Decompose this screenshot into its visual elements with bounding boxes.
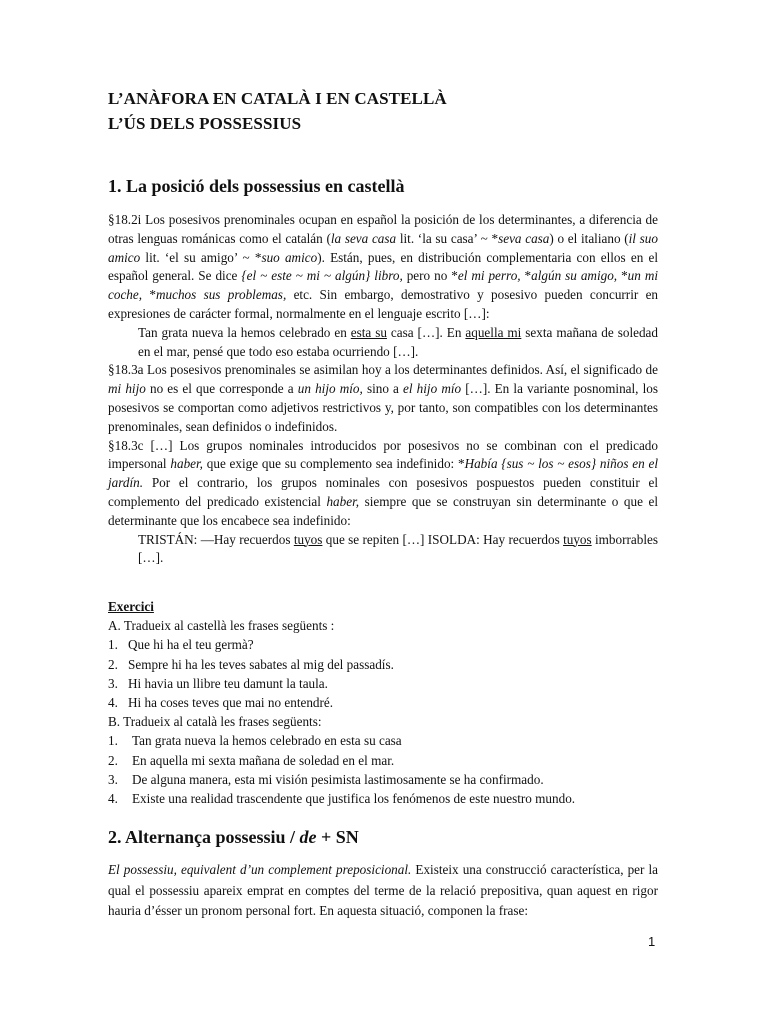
part-a-list [108, 635, 658, 712]
quote-tan-grata: Tan grata nueva la hemos celebrado en esta su casa […]. En aquella mi sexta mañana de soledad en el mar, pensé que todo eso estaba ocurriendo […]. [138, 324, 658, 359]
list-item: 1. Tan grata nueva la hemos celebrado en esta su casa [108, 733, 402, 749]
paragraph-18-2i: §18.2i Los posesivos prenominales ocupan en español la posición de los determinantes, a diferencia de otras lenguas románicas como el catalán (la seva casa lit. ‘la su casa’ ~ *seva casa) o el italiano (il suo amico lit. ‘el su amigo’ ~ *suo amico). Están, pues, en distribución complementaria con ellos en el español general. Se dice {el ~ este ~ mi ~ algún} libro, pero no *el mi perro, *algún su amigo, *un mi coche, *muchos sus problemas, etc. Sin embargo, demostrativo y posesivo pueden concurrir en expresiones de carácter formal, normalmente en el lenguaje escrito […]: [108, 212, 659, 321]
document-title [108, 86, 447, 136]
section-1-heading: 1. La posició dels possessius en castellà [108, 176, 405, 196]
list-item: 1. Que hi ha el teu germà? [108, 637, 254, 653]
list-item: 4. Existe una realidad trascendente que justifica los fenómenos de este nuestro mundo. [108, 791, 576, 807]
title-line-1: L’ANÀFORA EN CATALÀ I EN CASTELLÀ [108, 89, 447, 108]
section-2-intro: El possessiu, equivalent d’un complement preposicional. Existeix una construcció característica, per la qual el possessiu apareix emprat en comptes del terme de la relació prepositiva, quan aquest en rigor hauria d’ésser un pronom personal fort. En aquesta situació, componen la frase: [108, 862, 658, 918]
list-item: 4. Hi ha coses teves que mai no entendré. [108, 695, 334, 711]
list-item: 2. Sempre hi ha les teves sabates al mig del passadís. [108, 656, 394, 672]
paragraph-18-3c: §18.3c […] Los grupos nominales introducidos por posesivos no se combinan con el predicado impersonal haber, que exige que su complemento sea indefinido: *Había {sus ~ los ~ esos} niños en el jardín. Por el contrario, los grupos nominales con posesivos pospuestos pueden constituir el complemento del predicado existencial haber, siempre que se construyan sin determinante o que el determinante que los encabece sea indefinido: [108, 437, 658, 528]
exercise-title: Exercici [108, 599, 154, 614]
part-b-intro: B. Tradueix al català les frases següents: [108, 714, 322, 730]
list-item: 3. Hi havia un llibre teu damunt la taula. [108, 675, 328, 691]
section-1-body [108, 211, 658, 568]
section-2-heading: 2. Alternança possessiu / de + SN [108, 827, 359, 847]
list-item: 2. En aquella mi sexta mañana de soledad en el mar. [108, 752, 395, 768]
quote-tristan: TRISTÁN: —Hay recuerdos tuyos que se repiten […] ISOLDA: Hay recuerdos tuyos imborrables […]. [138, 531, 658, 566]
title-line-2: L’ÚS DELS POSSESSIUS [108, 114, 302, 133]
paragraph-18-3a: §18.3a Los posesivos prenominales se asimilan hoy a los determinantes definidos. Así, el significado de mi hijo no es el que corresponde a un hijo mío, sino a el hijo mío […]. En la variante posnominal, los posesivos se comportan como adjetivos restrictivos y, por tanto, son compatibles con los determinantes prenominales, sean definidos o indefinidos. [108, 362, 658, 434]
list-item: 3. De alguna manera, esta mi visión pesimista lastimosamente se ha confirmado. [108, 771, 544, 787]
part-a-intro: A. Tradueix al castellà les frases següents : [108, 618, 335, 634]
part-b-list [108, 731, 658, 808]
page-number: 1 [648, 934, 656, 949]
exercise-block [108, 597, 658, 808]
